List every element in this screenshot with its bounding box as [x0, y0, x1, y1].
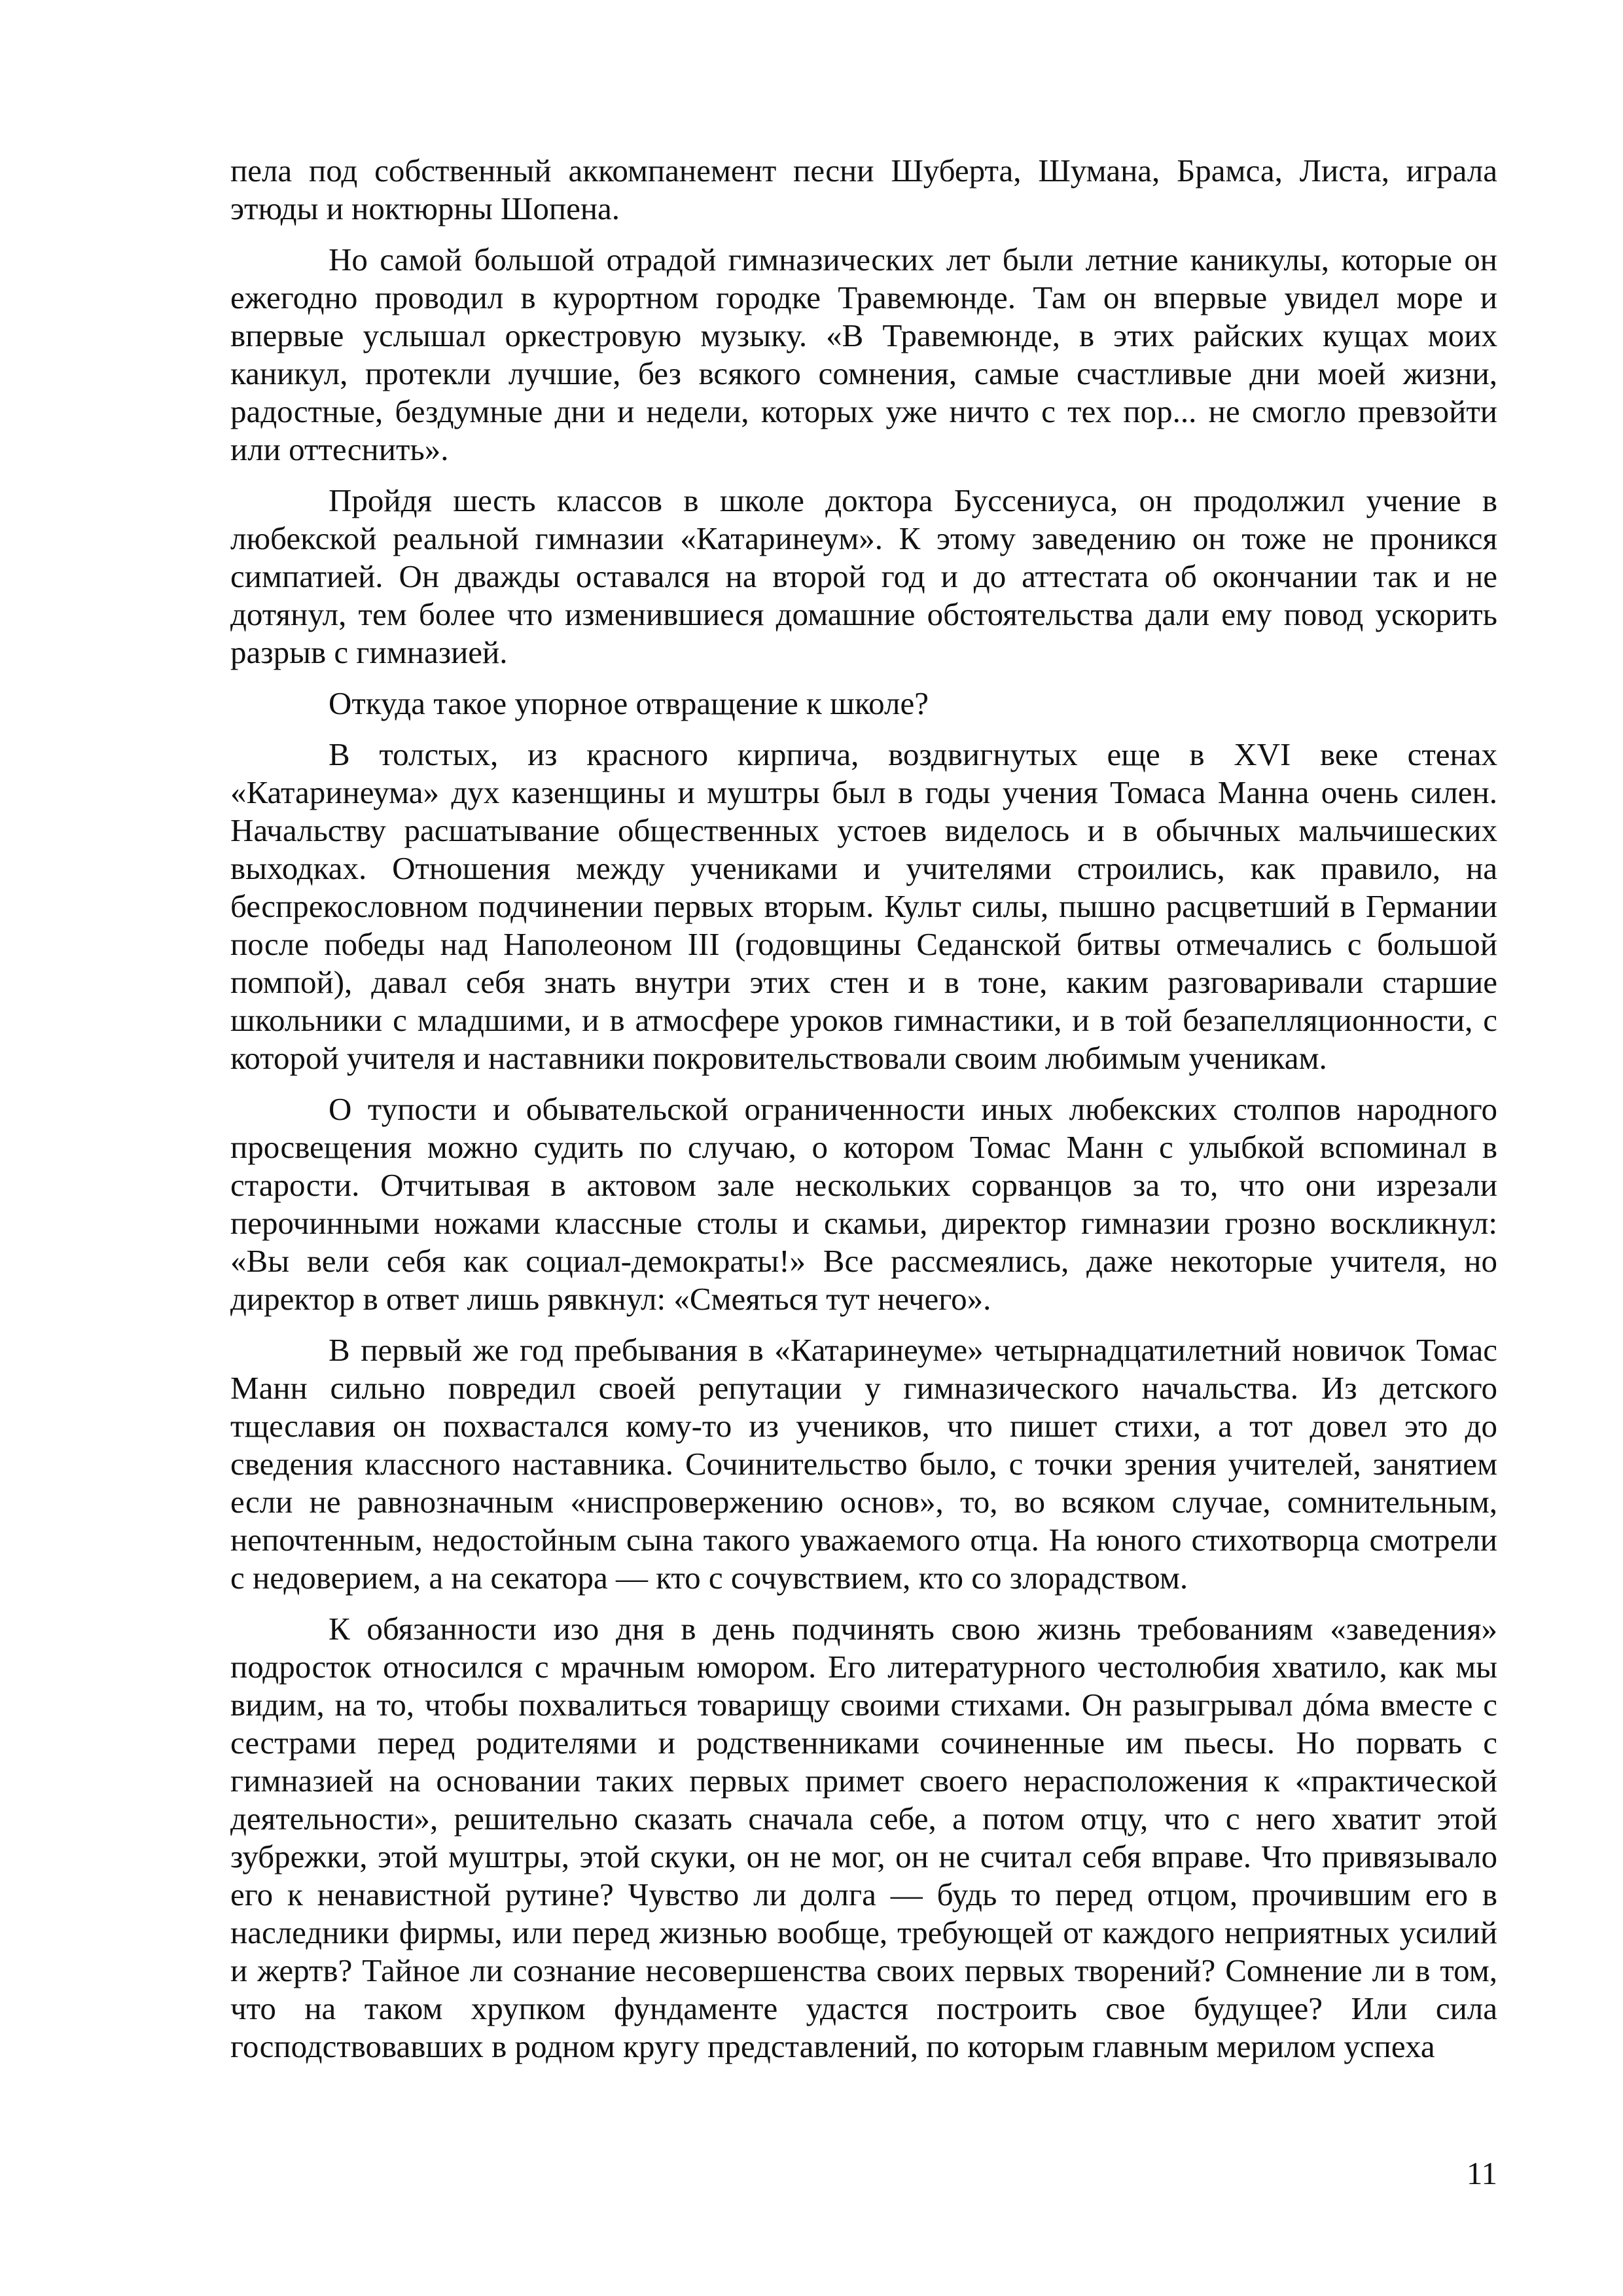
paragraph: О тупости и обывательской ограниченности иных любекских столпов народного просвещения можно судить по случаю, о котором Томас Манн с улыбкой вспоминал в старости. Отчитывая в актовом зале нескольких сорванцов за то, что они изрезали перочинными ножами классные столы и скамьи, директор гимназии грозно воскликнул: «Вы вели себя как социал-демократы!» Все рассмеялись, даже некоторые учителя, но директор в ответ лишь рявкнул: «Смеяться тут нечего».	[230, 1091, 1497, 1317]
paragraph: К обязанности изо дня в день подчинять свою жизнь требованиям «заведения» подросток относился с мрачным юмором. Его литературного честолюбия хватило, как мы видим, на то, чтобы похвалиться товарищу своими стихами. Он разыгрывал дóма вместе с сестрами перед родителями и родственниками сочиненные им пьесы. Но порвать с гимназией на основании таких первых примет своего нерасположения к «практической деятельности», решительно сказать сначала себе, а потом отцу, что с него хватит этой зубрежки, этой муштры, этой скуки, он не мог, он не считал себя вправе. Что привязывало его к ненавистной рутине? Чувство ли долга — будь то перед отцом, прочившим его в наследники фирмы, или перед жизнью вообще, требующей от каждого неприятных усилий и жертв? Тайное ли сознание несовершенства своих первых творений? Сомнение ли в том, что на таком хрупком фундаменте удастся построить свое будущее? Или сила господствовавших в родном кругу представлений, по которым главным мерилом успеха	[230, 1611, 1497, 2064]
paragraph: Пройдя шесть классов в школе доктора Буссениуса, он продолжил учение в любекской реальной гимназии «Катаринеум». К этому заведению он тоже не проникся симпатией. Он дважды оставался на второй год и до аттестата об окончании так и не дотянул, тем более что изменившиеся домашние обстоятельства дали ему повод ускорить разрыв с гимназией.	[230, 482, 1497, 670]
paragraph: Откуда такое упорное отвращение к школе?	[329, 685, 929, 721]
paragraph: В толстых, из красного кирпича, воздвигнутых еще в XVI веке стенах «Катаринеума» дух казенщины и муштры был в годы учения Томаса Манна очень силен. Начальству расшатывание общественных устоев виделось и в обычных мальчишеских выходках. Отношения между учениками и учителями строились, как правило, на беспрекословном подчинении первых вторым. Культ силы, пышно расцветший в Германии после победы над Наполеоном III (годовщины Седанской битвы отмечались с большой помпой), давал себя знать внутри этих стен и в тоне, каким разговаривали старшие школьники с младшими, и в атмосфере уроков гимнастики, и в той безапелляционности, с которой учителя и наставники покровительствовали своим любимым ученикам.	[230, 736, 1497, 1076]
body-text	[230, 152, 1497, 2079]
paragraph: В первый же год пребывания в «Катаринеуме» четырнадцатилетний новичок Томас Манн сильно повредил своей репутации у гимназического начальства. Из детского тщеславия он похвастался кому-то из учеников, что пишет стихи, а тот довел это до сведения классного наставника. Сочинительство было, с точки зрения учителей, занятием если не равнозначным «ниспровержению основ», то, во всяком случае, сомнительным, непочтенным, недостойным сына такого уважаемого отца. На юного стихотворца смотрели с недоверием, а на секатора — кто с сочувствием, кто со злорадством.	[230, 1332, 1497, 1596]
paragraph: Но самой большой отрадой гимназических лет были летние каникулы, которые он ежегодно проводил в курортном городке Травемюнде. Там он впервые увидел море и впервые услышал оркестровую музыку. «В Травемюнде, в этих райских кущах моих каникул, протекли лучшие, без всякого сомнения, самые счастливые дни моей жизни, радостные, бездумные дни и недели, которых уже ничто с тех пор... не смогло превзойти или оттеснить».	[230, 242, 1497, 467]
paragraph: пела под собственный аккомпанемент песни Шуберта, Шумана, Брамса, Листа, играла этюды и ноктюрны Шопена.	[230, 152, 1497, 226]
page-number: 11	[1466, 2155, 1497, 2191]
